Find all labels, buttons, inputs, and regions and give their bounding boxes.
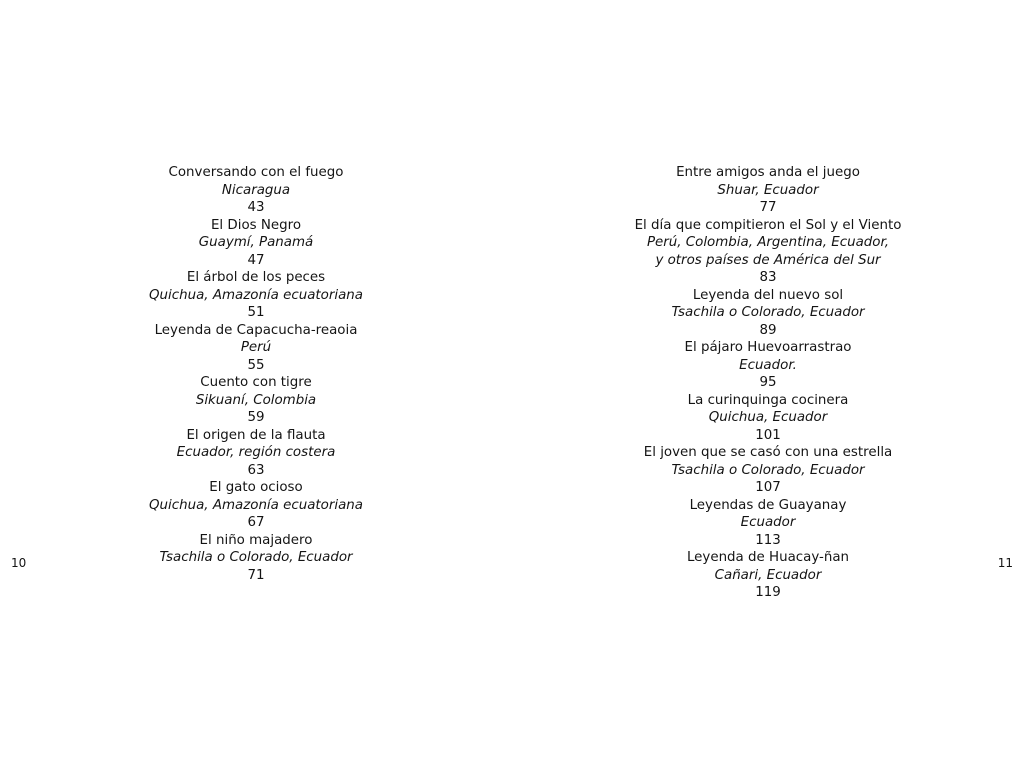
toc-entry-title: Leyenda del nuevo sol [692,287,844,303]
toc-entry-origin: Perú [240,340,272,355]
toc-entry-origin: Quichua, Ecuador [708,410,828,425]
toc-entry-title: Cuento con tigre [200,375,312,390]
toc-entry [76,322,436,375]
toc-entry-origin: Quichua, Amazonía ecuatoriana [149,287,363,303]
toc-entry-title: Conversando con el fuego [168,165,344,180]
toc-entry-title: El día que compitieron el Sol y el Viento [634,217,902,233]
toc-entry-page-number: 89 [759,322,777,338]
toc-entry-title: Leyenda de Capacucha-reaoia [154,322,358,338]
toc-entry [588,392,948,445]
toc-entry [588,444,948,497]
toc-entry-page-number: 113 [755,532,781,548]
toc-entry [588,339,948,392]
toc-entry-origin: Shuar, Ecuador [717,182,819,198]
toc-entry-title: El niño majadero [199,532,313,548]
toc-entry-page-number: 77 [759,200,777,215]
toc-entry-title: Entre amigos anda el juego [676,165,860,180]
toc-entry-page-number: 71 [247,567,265,583]
toc-entry [588,549,948,602]
toc-entry-origin: Quichua, Amazonía ecuatoriana [149,497,363,513]
toc-entry-page-number: 51 [247,305,265,320]
toc-entry-title: El gato ocioso [209,480,303,495]
toc-entry [76,269,436,322]
page-number-right: 11 [997,556,1013,570]
table-of-contents-left [76,164,436,584]
toc-entry-page-number: 95 [759,375,777,390]
toc-entry [588,217,948,287]
toc-entry [76,217,436,270]
toc-entry-origin: Cañari, Ecuador [714,567,822,583]
toc-entry-title: Leyenda de Huacay-ñan [686,550,850,565]
toc-entry-origin: Nicaragua [221,182,291,198]
toc-entry-page-number: 43 [247,200,265,215]
toc-entry [76,374,436,427]
toc-entry [76,479,436,532]
toc-entry-title: El joven que se casó con una estrella [643,445,893,460]
toc-entry-title: El árbol de los peces [186,270,326,285]
toc-entry-title: Leyendas de Guayanay [689,497,847,513]
toc-entry-origin: Tsachila o Colorado, Ecuador [671,462,865,478]
toc-entry [588,164,948,217]
toc-entry-origin: y otros países de América del Sur [655,252,881,268]
toc-entry-origin: Sikuaní, Colombia [195,392,317,408]
toc-entry-page-number: 119 [755,585,781,600]
toc-entry-page-number: 83 [759,270,777,285]
toc-entry-page-number: 63 [247,462,265,478]
toc-entry-page-number: 59 [247,410,265,425]
toc-entry-title: El Dios Negro [210,217,302,233]
toc-entry-origin: Ecuador [740,515,796,530]
toc-entry-origin: Ecuador. [739,357,797,373]
page-number-left: 10 [11,556,27,570]
table-of-contents-right [588,164,948,602]
toc-entry [76,532,436,585]
toc-entry-page-number: 55 [247,357,265,373]
toc-entry-title: El pájaro Huevoarrastrao [684,340,852,355]
toc-entry-page-number: 101 [755,427,781,443]
toc-entry [76,164,436,217]
toc-entry-origin: Perú, Colombia, Argentina, Ecuador, [646,235,890,250]
toc-entry [588,497,948,550]
toc-entry-page-number: 47 [247,252,265,268]
toc-entry-origin: Tsachila o Colorado, Ecuador [159,550,353,565]
toc-entry-origin: Guaymí, Panamá [198,235,314,250]
toc-entry-page-number: 107 [755,480,781,495]
toc-entry-title: El origen de la flauta [186,427,326,443]
right-page [512,0,1024,768]
toc-entry-origin: Ecuador, región costera [176,445,336,460]
toc-entry [588,287,948,340]
toc-entry-origin: Tsachila o Colorado, Ecuador [671,305,865,320]
toc-entry-title: La curinquinga cocinera [687,392,849,408]
toc-entry [76,427,436,480]
toc-entry-page-number: 67 [247,515,265,530]
